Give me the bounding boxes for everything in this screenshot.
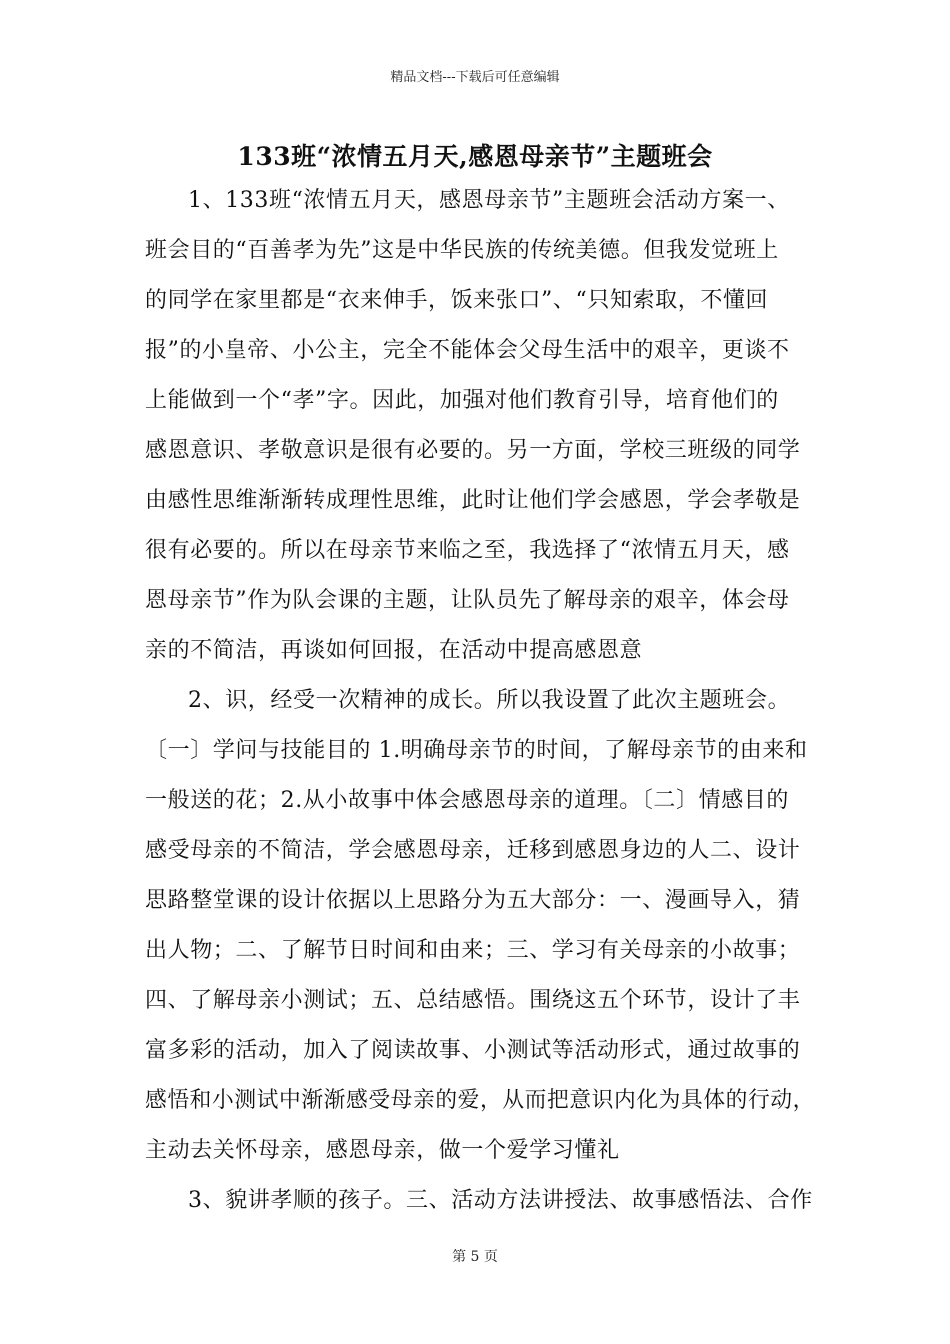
page-number: 第 5 页 bbox=[452, 1249, 498, 1265]
text-line: 1、133班“浓情五月天，感恩母亲节”主题班会活动方案一、 bbox=[188, 188, 790, 213]
text-line: 的同学在家里都是“衣来伸手，饭来张口”、“只知索取，不懂回 bbox=[145, 288, 769, 313]
page-header: 精品文档---下载后可任意编辑 bbox=[390, 70, 560, 85]
text-line: 思路整堂课的设计依据以上思路分为五大部分：一、漫画导入，猜 bbox=[145, 888, 801, 913]
text-line: 感恩意识、孝敬意识是很有必要的。另一方面，学校三班级的同学 bbox=[145, 438, 801, 463]
text-line: 一般送的花；2.从小故事中体会感恩母亲的道理。〔二〕情感目的 bbox=[145, 788, 789, 813]
text-line: 出人物；二、了解节日时间和由来；三、学习有关母亲的小故事； bbox=[145, 938, 801, 963]
text-line: 由感性思维渐渐转成理性思维，此时让他们学会感恩，学会孝敬是 bbox=[145, 488, 801, 513]
text-line: 2、识，经受一次精神的成长。所以我设置了此次主题班会。 bbox=[188, 688, 791, 713]
text-line: 主动去关怀母亲，感恩母亲，做一个爱学习懂礼 bbox=[145, 1138, 620, 1163]
text-line: 报”的小皇帝、小公主，完全不能体会父母生活中的艰辛，更谈不 bbox=[145, 338, 790, 363]
text-line: 感悟和小测试中渐渐感受母亲的爱，从而把意识内化为具体的行动， bbox=[145, 1088, 816, 1113]
text-line: 班会目的“百善孝为先”这是中华民族的传统美德。但我发觉班上 bbox=[145, 238, 779, 263]
text-line: 感受母亲的不简洁，学会感恩母亲，迁移到感恩身边的人二、设计 bbox=[145, 838, 801, 863]
text-line: 〔一〕学问与技能目的 1.明确母亲节的时间，了解母亲节的由来和 bbox=[145, 738, 808, 763]
document-title: 133班“浓情五月天,感恩母亲节”主题班会 bbox=[237, 142, 713, 171]
text-line: 恩母亲节”作为队会课的主题，让队员先了解母亲的艰辛，体会母 bbox=[145, 588, 790, 613]
text-line: 上能做到一个“孝”字。因此，加强对他们教育引导，培育他们的 bbox=[145, 388, 779, 413]
text-line: 亲的不简洁，再谈如何回报，在活动中提高感恩意 bbox=[145, 638, 643, 663]
text-line: 3、貌讲孝顺的孩子。三、活动方法讲授法、故事感悟法、合作 bbox=[188, 1188, 813, 1213]
text-line: 四、了解母亲小测试；五、总结感悟。围绕这五个环节，设计了丰 bbox=[145, 988, 801, 1013]
text-line: 富多彩的活动，加入了阅读故事、小测试等活动形式，通过故事的 bbox=[145, 1038, 801, 1063]
text-line: 很有必要的。所以在母亲节来临之至，我选择了“浓情五月天，感 bbox=[145, 538, 790, 563]
